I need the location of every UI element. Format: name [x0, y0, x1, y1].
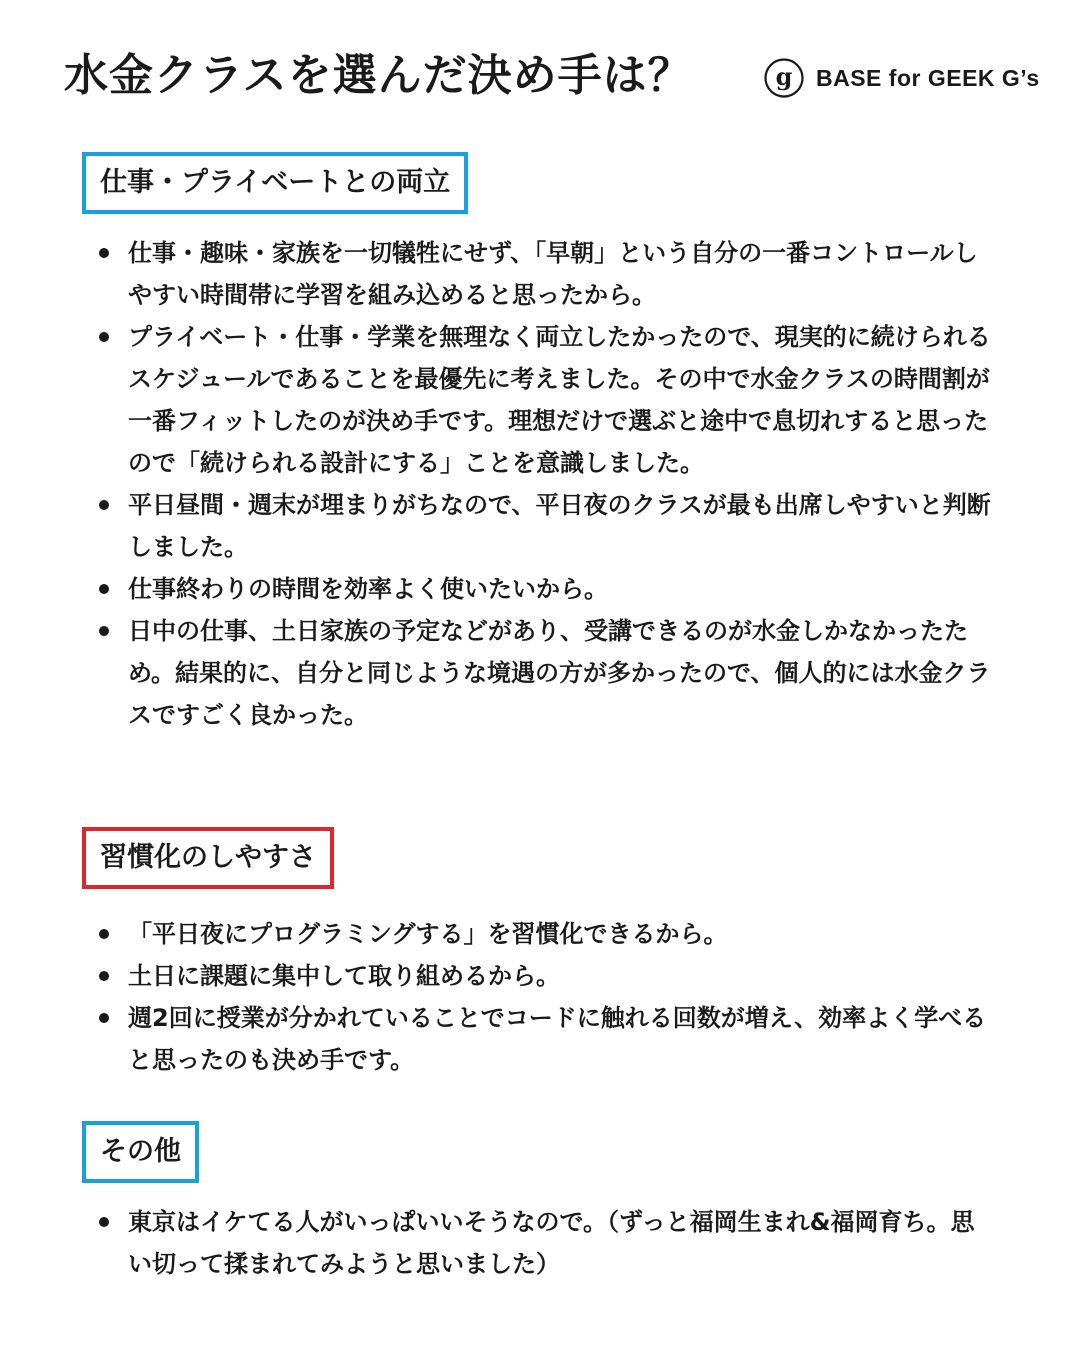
section-heading: その他 — [82, 1121, 199, 1183]
item-text: 平日昼間・週末が埋まりがちなので、平日夜のクラスが最も出席しやすいと判断しました。 — [128, 491, 991, 561]
brand-name: BASE for GEEK G’s — [816, 65, 1040, 91]
bullet-icon — [99, 1217, 109, 1227]
item-text: 週2回に授業が分かれていることでコードに触れる回数が増え、効率よく学べると思ったのも決め手です。 — [128, 1004, 987, 1074]
list-item — [0, 610, 998, 736]
section-heading: 仕事・プライベートとの両立 — [82, 152, 468, 214]
list-item — [0, 913, 998, 955]
item-text: 日中の仕事、土日家族の予定などがあり、受講できるのが水金しかなかったため。結果的に、自分と同じような境遇の方が多かったので、個人的には水金クラスですごく良かった。 — [128, 617, 991, 729]
item-text: 東京はイケてる人がいっぱいいそうなので。（ずっと福岡生まれ&福岡育ち。思い切って揉まれてみようと思いました） — [128, 1208, 975, 1278]
item-text: 仕事終わりの時間を効率よく使いたいから。 — [128, 575, 608, 603]
list-item — [0, 997, 998, 1081]
list-item — [0, 568, 998, 610]
bullet-icon — [99, 500, 109, 510]
item-list — [0, 232, 998, 736]
item-text: 「平日夜にプログラミングする」を習慣化できるから。 — [128, 920, 728, 948]
bullet-icon — [99, 929, 109, 939]
page-title: 水金クラスを選んだ決め手は？ — [64, 50, 693, 101]
bullet-icon — [99, 584, 109, 594]
g-letter-logo-icon — [764, 58, 804, 98]
item-text: プライベート・仕事・学業を無理なく両立したかったので、現実的に続けられるスケジュールであることを最優先に考えました。その中で水金クラスの時間割が一番フィットしたのが決め手です。理想だけで選ぶと途中で息切れすると思ったので「続けられる設計にする」ことを意識しました。 — [128, 323, 991, 477]
list-item — [0, 1201, 998, 1285]
list-item — [0, 955, 998, 997]
item-text: 仕事・趣味・家族を一切犠牲にせず、「早朝」という自分の一番コントロールしやすい時間帯に学習を組み込めると思ったから。 — [128, 239, 978, 309]
bullet-icon — [99, 626, 109, 636]
svg-text:g: g — [775, 62, 793, 91]
list-item — [0, 484, 998, 568]
bullet-icon — [99, 248, 109, 258]
item-text: 土日に課題に集中して取り組めるから。 — [128, 962, 560, 990]
brand — [764, 58, 1040, 98]
list-item — [0, 316, 998, 484]
bullet-icon — [99, 332, 109, 342]
item-list — [0, 913, 998, 1081]
item-list — [0, 1201, 998, 1285]
bullet-icon — [99, 1013, 109, 1023]
bullet-icon — [99, 971, 109, 981]
list-item — [0, 232, 998, 316]
section-heading: 習慣化のしやすさ — [82, 827, 334, 889]
